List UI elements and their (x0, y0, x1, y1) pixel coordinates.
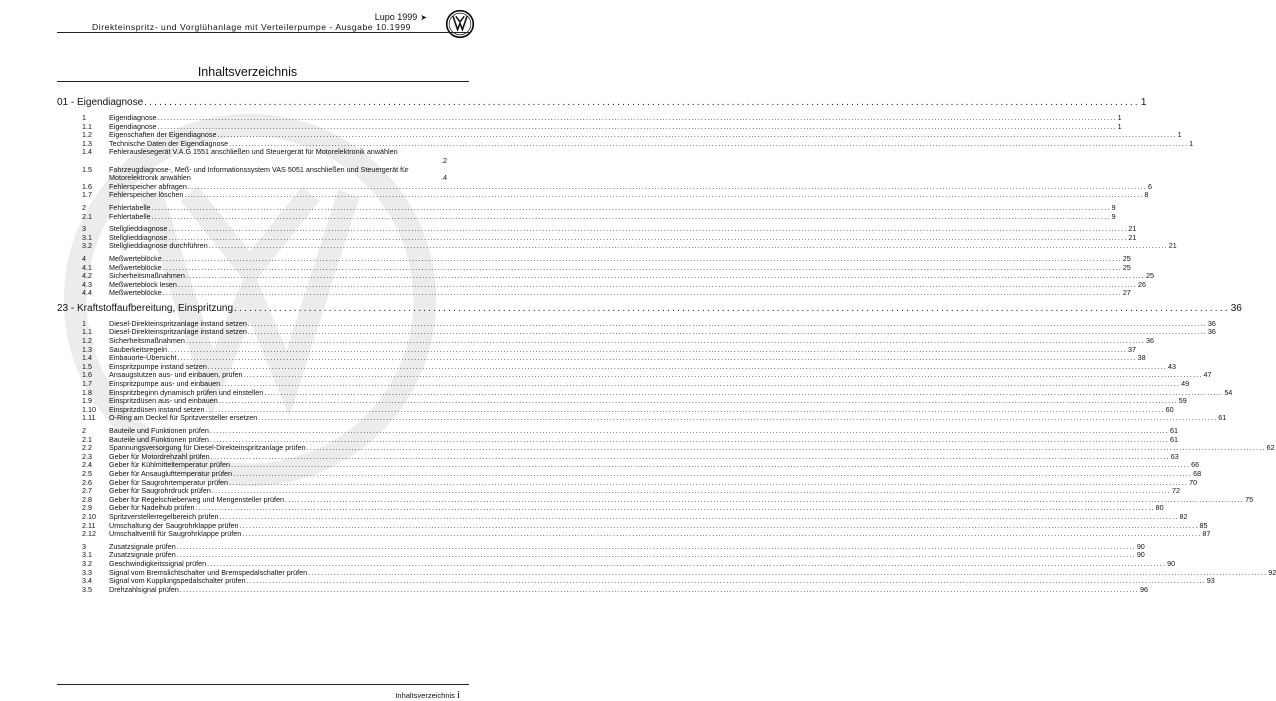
entry-title: Zusatzsignale prüfen (109, 550, 176, 560)
entry-title: Signal vom Kupplungspedalschalter prüfen (109, 576, 246, 586)
header-rule (57, 32, 469, 33)
toc-entry[interactable] (57, 148, 447, 165)
vw-logo-icon (446, 10, 474, 38)
toc-entry[interactable] (57, 288, 1131, 298)
section-page: 1 (1140, 97, 1147, 108)
table-of-contents (57, 96, 1276, 598)
entry-title: Umschaltung der Saugrohrklappe prüfen (109, 520, 239, 530)
entry-page: 9 (1111, 202, 1116, 212)
toc-group (57, 541, 1276, 595)
leader-dots: ............................................................................................................................................................................................................................................................................................................ (211, 486, 1171, 496)
entry-title: Eigenschaften der Eigendiagnose (109, 130, 217, 140)
entry-title: Meßwerteblöcke (109, 262, 162, 272)
entry-page: 70 (1189, 477, 1198, 487)
leader-dots: ........................................................................................................................................................................................................ (234, 302, 1230, 314)
entry-title: Meßwerteblöcke (109, 288, 162, 298)
entry-number: 4.3 (82, 279, 92, 289)
section-title: 01 - Eigendiagnose (57, 97, 144, 108)
document-title: Direkteinspritz- und Vorglühanlage mit Verteilerpumpe - Ausgabe 10.1999 (92, 22, 411, 32)
entry-number: 1.3 (82, 344, 92, 354)
toc-entry[interactable] (57, 166, 447, 183)
leader-dots: ............................................................................................................................................................................................................................................................................................................ (308, 567, 1268, 577)
leader-dots: ............................................................................................................................................................................................................................................................................................................ (229, 477, 1189, 487)
toc-group (57, 426, 1275, 539)
leader-dots: ............................................................................................................................................................................................................................................................................................................ (167, 344, 1128, 354)
leader-dots: ............................................................................................................................................................................................................................................................................................................ (208, 241, 1168, 251)
leader-dots: ............................................................................................................................................................................................................................................................................................................ (247, 318, 1207, 328)
entry-title: Fehlerauslesegerät V.A.G 1551 anschließen und Steuergerät für Motorelektronik anwählen (109, 147, 398, 157)
entry-page: 25 (1122, 253, 1131, 263)
footer (395, 689, 460, 701)
leader-dots: ............................................................................................................................................................................................................................................................................................................ (176, 550, 1136, 560)
toc-entry[interactable] (57, 190, 1149, 200)
entry-number: 2.7 (82, 486, 92, 496)
page-title: Inhaltsverzeichnis (197, 65, 298, 79)
leader-dots: ............................................................................................................................................................................................................................................................................................................ (217, 130, 1177, 140)
entry-title: Stellglieddiagnose (109, 224, 168, 234)
entry-number: 4.4 (82, 288, 92, 298)
entry-page: 61 (1169, 434, 1178, 444)
toc-section-heading[interactable] (57, 302, 1242, 316)
entry-page: 36 (1207, 318, 1216, 328)
entry-title: Bauteile und Funktionen prüfen (109, 434, 209, 444)
entry-page: 80 (1155, 503, 1164, 513)
entry-title: Umschaltventil für Saugrohrklappe prüfen (109, 529, 242, 539)
leader-dots: ............................................................................................................................................................................................................................................................................................................ (209, 426, 1169, 435)
entry-page: 87 (1202, 529, 1211, 539)
entry-title: Einspritzdüsen aus- und einbauen (109, 396, 218, 406)
entry-number: 3.2 (82, 241, 92, 251)
entry-title: Einspritzpumpe instand setzen (109, 361, 207, 371)
leader-dots: ............................................................................................................................................................................................................................................................................................................ (177, 279, 1137, 289)
entry-number: 4.1 (82, 262, 92, 272)
model-label (375, 12, 427, 22)
entry-page: 63 (1170, 451, 1179, 461)
leader-dots: ............................................................................................................................................................................................................................................................................................................ (162, 288, 1122, 298)
entry-number: 1.4 (82, 353, 92, 363)
entry-page: 60 (1165, 404, 1174, 414)
entry-title: Drehzahlsignal prüfen (109, 584, 179, 594)
entry-page: 9 (1111, 211, 1116, 221)
entry-page: 90 (1136, 541, 1145, 551)
entry-title: Stellglieddiagnose (109, 232, 168, 242)
leader-dots: ............................................................................................................................................................................................................................................................................................................ (233, 468, 1193, 478)
entry-title: Fahrzeugdiagnose-, Meß- und Informationssystem VAS 5051 anschließen und Steuergerät für Motorelektronik anwählen (109, 164, 409, 183)
entry-number: 2.5 (82, 468, 92, 478)
entry-page: 21 (1128, 224, 1137, 234)
entry-title: Fehlertabelle (109, 202, 151, 212)
entry-title: Spannungsversorgung für Diesel-Direkteinspritzanlage prüfen (109, 443, 306, 453)
section-title: 23 - Kraftstoffaufbereitung, Einspritzung (57, 302, 234, 314)
leader-dots: ............................................................................................................................................................................................................................................................................................................ (210, 451, 1170, 461)
leader-dots: ............................................................................................................................................................................................................................................................................................................ (151, 211, 1111, 221)
entry-number: 2.8 (82, 494, 92, 504)
entry-title: Sicherheitsmaßnahmen (109, 271, 185, 281)
toc-group (57, 113, 1194, 200)
arrow-right-icon: ➤ (420, 13, 427, 22)
leader-dots: ............................................................................................................................................................................................................................................................................................................ (246, 576, 1206, 586)
entry-number: 3 (82, 541, 86, 551)
entry-page: 61 (1169, 426, 1178, 435)
entry-title: Einbauorte-Übersicht (109, 353, 177, 363)
entry-page: 8 (1144, 190, 1149, 200)
entry-title: Eigendiagnose (109, 113, 157, 122)
toc-entry[interactable] (57, 529, 1211, 539)
leader-dots: ............................................................................................................................................................................................................................................................................................................ (168, 224, 1128, 234)
entry-page: 90 (1136, 550, 1145, 560)
entry-title: Einspritzpumpe aus- und einbauen (109, 379, 221, 389)
leader-dots: ............................................................................................................................................................................................................................................................................................................ (285, 494, 1245, 504)
footer-page-number: i (456, 689, 460, 701)
entry-page: .2 (441, 155, 447, 165)
entry-number: 2.12 (82, 529, 96, 539)
entry-number: 3.1 (82, 550, 92, 560)
toc-group (57, 253, 1154, 298)
leader-dots: ............................................................................................................................................................................................................................................................................................................ (187, 181, 1147, 191)
model-text: Lupo 1999 (374, 12, 418, 22)
leader-dots: ............................................................................................................................................................................................................................................................................................................ (195, 503, 1155, 513)
entry-number: 3 (82, 224, 86, 234)
leader-dots: ............................................................................................................................................................................................................................................................................................................ (239, 520, 1199, 530)
toc-section-heading[interactable] (57, 96, 1147, 110)
leader-dots: ............................................................................................................................................................................................................................................................................................................ (229, 138, 1189, 148)
entry-title: Einspritzbeginn dynamisch prüfen und einstellen (109, 387, 264, 397)
entry-title: Geschwindigkeitssignal prüfen (109, 558, 207, 568)
entry-number: 4.2 (82, 271, 92, 281)
entry-number: 4 (82, 253, 86, 263)
leader-dots: ............................................................................................................................................................................................................................................................................................................ (176, 541, 1136, 551)
entry-page: 37 (1128, 344, 1137, 354)
entry-page: 21 (1168, 241, 1177, 251)
leader-dots: ............................................................................................................................................................................................................................................................................................................ (258, 413, 1218, 423)
entry-number: 1 (82, 318, 86, 328)
leader-dots: ............................................................................................................................................................................................................................................................................................................ (209, 434, 1169, 444)
entry-page: 25 (1122, 262, 1131, 272)
section-page: 36 (1230, 302, 1242, 314)
entry-number: 3.3 (82, 567, 92, 577)
entry-page: 54 (1224, 387, 1233, 397)
entry-page: 59 (1178, 396, 1187, 406)
leader-dots: ............................................................................................................................................................................................................................................................................................................ (177, 353, 1137, 363)
entry-number: 2 (82, 202, 86, 212)
leader-dots: ............................................................................................................................................................................................................................................................................................................ (185, 271, 1145, 281)
leader-dots: ............................................................................................................................................................................................................................................................................................................ (157, 121, 1117, 131)
entry-title: Eigendiagnose (109, 121, 157, 131)
leader-dots: ............................................................................................................................................................................................................................................................................................................ (207, 361, 1167, 371)
title-rule (57, 81, 469, 82)
entry-title: Geber für Kühlmitteltemperatur prüfen (109, 460, 231, 470)
entry-title: Diesel-Direkteinspritzanlage instand setzen (109, 318, 247, 328)
entry-title: Geber für Ansauglufttemperatur prüfen (109, 468, 233, 478)
entry-page: 61 (1218, 413, 1227, 423)
leader-dots: ............................................................................................................................................................................................................................................................................................................ (168, 232, 1128, 242)
entry-number: 2.10 (82, 511, 96, 521)
entry-number: 1.10 (82, 404, 96, 414)
entry-number: 1.3 (82, 138, 92, 148)
leader-dots: ............................................................................................................................................................................................................................................................................................................ (264, 387, 1224, 397)
toc-entry[interactable] (57, 241, 1177, 251)
entry-number: 3.5 (82, 584, 92, 594)
entry-number: 2.9 (82, 503, 92, 513)
entry-title: O-Ring am Deckel für Spritzversteller ersetzen (109, 413, 258, 423)
entry-page: 43 (1167, 361, 1176, 371)
entry-number: 1.2 (82, 130, 92, 140)
entry-number: 1.4 (82, 147, 92, 157)
entry-number: 2.11 (82, 520, 96, 530)
entry-number: 2.2 (82, 443, 92, 453)
entry-page: 72 (1171, 486, 1180, 496)
toc-entry[interactable] (57, 211, 1116, 222)
entry-number: 1 (82, 113, 86, 122)
toc-group (57, 318, 1233, 423)
entry-page: 82 (1179, 511, 1188, 521)
entry-number: 1.6 (82, 181, 92, 191)
entry-page: 85 (1199, 520, 1208, 530)
entry-page: 90 (1167, 558, 1176, 568)
toc-entry[interactable] (57, 584, 1148, 595)
entry-page: 49 (1181, 379, 1190, 389)
entry-number: 2.1 (82, 434, 92, 444)
leader-dots: ............................................................................................................................................................................................................................................................................................................ (218, 396, 1178, 406)
leader-dots: ............................................................................................................................................................................................................................................................................................................ (184, 190, 1144, 200)
entry-number: 1.8 (82, 387, 92, 397)
entry-number: 2.3 (82, 451, 92, 461)
entry-number: 1.2 (82, 336, 92, 346)
leader-dots: ............................................................................................................................................................................................................................................................................................................ (306, 443, 1266, 453)
leader-dots: ........................................................................................................................................................................................................ (144, 97, 1140, 108)
leader-dots: ............................................................................................................................................................................................................................................................................................................ (221, 379, 1181, 389)
entry-title: Zusatzsignale prüfen (109, 541, 176, 551)
toc-group (57, 224, 1177, 251)
entry-title: Einspritzdüsen instand setzen (109, 404, 205, 414)
leader-dots: ............................................................................................................................................................................................................................................................................................................ (231, 460, 1191, 470)
leader-dots: ............................................................................................................................................................................................................................................................................................................ (242, 529, 1202, 539)
entry-title: Geber für Regelschieberweg und Mengensteller prüfen (109, 494, 284, 504)
entry-page: 27 (1122, 288, 1131, 298)
entry-title: Diesel-Direkteinspritzanlage instand setzen (109, 327, 247, 337)
entry-page: 92 (1268, 567, 1276, 577)
entry-page: 1 (1117, 121, 1122, 131)
entry-title: Fehlerspeicher abfragen (109, 181, 187, 191)
entry-title: Geber für Nadelhub prüfen (109, 503, 195, 513)
entry-page: 36 (1207, 327, 1216, 337)
entry-title: Geber für Saugrohrdruck prüfen (109, 486, 211, 496)
entry-number: 2.1 (82, 211, 92, 221)
leader-dots: ............................................................................................................................................................................................................................................................................................................ (243, 370, 1203, 380)
leader-dots: ............................................................................................................................................................................................................................................................................................................ (162, 262, 1122, 272)
entry-title: Bauteile und Funktionen prüfen (109, 426, 209, 435)
entry-number: 1.9 (82, 396, 92, 406)
entry-number: 1.5 (82, 361, 92, 371)
entry-number: 2.6 (82, 477, 92, 487)
toc-entry[interactable] (57, 413, 1227, 423)
footer-label: Inhaltsverzeichnis (395, 691, 455, 700)
entry-page: 26 (1138, 279, 1146, 289)
leader-dots: ............................................................................................................................................................................................................................................................................................................ (247, 327, 1207, 337)
entry-title: Stellglieddiagnose durchführen (109, 241, 208, 251)
entry-page: .4 (441, 173, 447, 183)
entry-page: 21 (1128, 232, 1137, 242)
leader-dots: ............................................................................................................................................................................................................................................................................................................ (151, 202, 1111, 212)
entry-title: Spritzverstellerregelbereich prüfen (109, 511, 219, 521)
entry-page: 93 (1206, 576, 1215, 586)
entry-number: 1.11 (82, 413, 96, 423)
entry-page: 25 (1145, 271, 1154, 281)
entry-title: Geber für Motordrehzahl prüfen (109, 451, 210, 461)
entry-page: 66 (1191, 460, 1200, 470)
entry-page: 75 (1245, 494, 1254, 504)
entry-number: 1.7 (82, 379, 92, 389)
entry-title: Fehlerspeicher löschen (109, 190, 184, 200)
entry-page: 68 (1193, 468, 1202, 478)
entry-page: 96 (1140, 584, 1148, 594)
entry-page: 1 (1177, 130, 1182, 140)
entry-page: 1 (1189, 138, 1194, 148)
entry-title: Ansaugstutzen aus- und einbauen, prüfen (109, 370, 243, 380)
entry-number: 1.6 (82, 370, 92, 380)
entry-number: 3.1 (82, 232, 92, 242)
entry-number: 1.7 (82, 190, 92, 200)
entry-number: 1.1 (82, 121, 92, 131)
entry-number: 2 (82, 426, 86, 435)
leader-dots: ............................................................................................................................................................................................................................................................................................................ (205, 404, 1165, 414)
entry-title: Geber für Saugrohrtemperatur prüfen (109, 477, 229, 487)
entry-page: 1 (1117, 113, 1122, 122)
entry-page: 62 (1266, 443, 1275, 453)
entry-page: 47 (1203, 370, 1212, 380)
entry-title: Fehlertabelle (109, 211, 151, 221)
entry-title: Sicherheitsmaßnahmen (109, 336, 185, 346)
entry-number: 1.5 (82, 164, 92, 174)
entry-number: 2.4 (82, 460, 92, 470)
entry-page: 6 (1148, 181, 1152, 191)
leader-dots: ............................................................................................................................................................................................................................................................................................................ (219, 511, 1179, 521)
entry-title: Technische Daten der Eigendiagnose (109, 138, 229, 148)
entry-number: 1.1 (82, 327, 92, 337)
entry-page: 36 (1145, 336, 1154, 346)
entry-title: Meßwerteblöcke (109, 253, 162, 263)
leader-dots: ............................................................................................................................................................................................................................................................................................................ (179, 584, 1139, 594)
entry-number: 3.4 (82, 576, 92, 586)
entry-title: Signal vom Bremslichtschalter und Bremspedalschalter prüfen (109, 567, 308, 577)
leader-dots: ............................................................................................................................................................................................................................................................................................................ (157, 113, 1117, 122)
leader-dots: ............................................................................................................................................................................................................................................................................................................ (162, 253, 1122, 263)
leader-dots: ............................................................................................................................................................................................................................................................................................................ (185, 336, 1145, 346)
entry-page: 38 (1137, 353, 1146, 363)
entry-title: Sauberkeitsregeln (109, 344, 167, 354)
footer-rule (57, 684, 469, 685)
entry-title: Meßwerteblock lesen (109, 279, 177, 289)
leader-dots: ............................................................................................................................................................................................................................................................................................................ (207, 558, 1167, 568)
toc-group (57, 202, 1116, 221)
entry-number: 3.2 (82, 558, 92, 568)
